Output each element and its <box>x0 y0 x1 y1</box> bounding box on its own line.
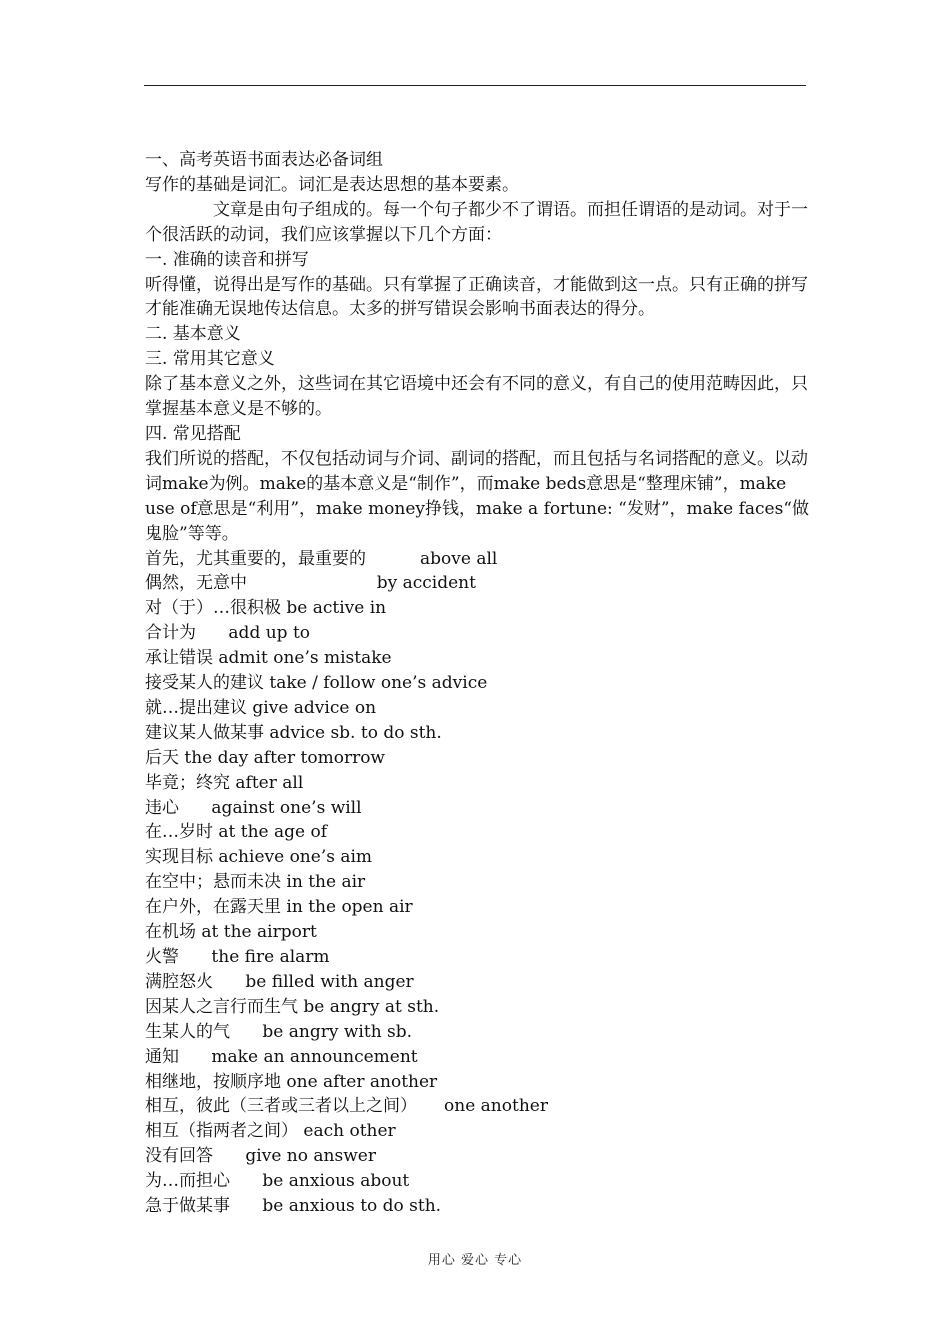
phrase-entry: 生某人的气 be angry with sb. <box>145 1021 413 1042</box>
paragraph: 我们所说的搭配，不仅包括动词与介词、副词的搭配，而且包括与名词搭配的意义。以动词make为例。make的基本意义是“制作”，而make beds意思是“整理床铺”，make use of意思是“利用”，make money挣钱，make a fortune: “发财”，make faces“做鬼脸”等等。 <box>145 448 809 544</box>
phrase-entry: 满腔怒火 be filled with anger <box>145 971 414 992</box>
phrase-entry: 火警 the fire alarm <box>145 947 330 967</box>
subheading: 一. 准确的读音和拼写 <box>145 249 309 270</box>
phrase-entry: 承让错误 admit one’s mistake <box>145 648 392 669</box>
header-rule <box>144 85 806 86</box>
paragraph: 文章是由句子组成的。每一个句子都少不了谓语。而担任谓语的是动词。对于一个很活跃的动词，我们应该掌握以下几个方面： <box>145 199 808 245</box>
phrase-entry: 为…而担心 be anxious about <box>145 1171 410 1192</box>
subheading: 二. 基本意义 <box>145 324 241 345</box>
phrase-entry: 首先，尤其重要的，最重要的 above all <box>145 548 498 569</box>
phrase-entry: 在户外，在露天里 in the open air <box>145 897 413 918</box>
phrase-entry: 违心 against one’s will <box>145 797 362 818</box>
paragraph: 写作的基础是词汇。词汇是表达思想的基本要素。 <box>145 174 519 195</box>
page-footer: 用心 爱心 专心 <box>427 1253 523 1268</box>
subheading: 四. 常见搭配 <box>145 423 241 444</box>
subheading: 三. 常用其它意义 <box>145 349 275 370</box>
phrase-entry: 在机场 at the airport <box>145 922 317 943</box>
phrase-entry: 实现目标 achieve one’s aim <box>145 847 373 868</box>
phrase-entry: 对（于）…很积极 be active in <box>145 598 387 619</box>
phrase-entry: 就…提出建议 give advice on <box>145 697 377 718</box>
phrase-entry: 相继地，按顺序地 one after another <box>145 1071 438 1092</box>
phrase-entry: 后天 the day after tomorrow <box>145 747 385 768</box>
paragraph: 除了基本意义之外，这些词在其它语境中还会有不同的意义，有自己的使用范畴因此，只掌握基本意义是不够的。 <box>145 374 808 420</box>
phrase-entry: 相互，彼此（三者或三者以上之间） one another <box>145 1096 548 1117</box>
phrase-entry: 建议某人做某事 advice sb. to do sth. <box>145 722 442 743</box>
phrase-entry: 没有回答 give no answer <box>145 1146 376 1167</box>
phrase-entry: 急于做某事 be anxious to do sth. <box>145 1196 442 1217</box>
phrase-entry: 接受某人的建议 take / follow one’s advice <box>145 673 488 694</box>
phrase-entry: 合计为 add up to <box>145 623 311 644</box>
phrase-entry: 因某人之言行而生气 be angry at sth. <box>145 996 440 1017</box>
paragraph: 听得懂，说得出是写作的基础。只有掌握了正确读音，才能做到这一点。只有正确的拼写才能准确无误地传达信息。太多的拼写错误会影响书面表达的得分。 <box>145 274 808 320</box>
phrase-entry: 毕竟；终究 after all <box>145 772 304 793</box>
phrase-entry: 在…岁时 at the age of <box>145 822 328 843</box>
phrase-entry: 通知 make an announcement <box>145 1046 418 1067</box>
phrase-entry: 在空中；悬而未决 in the air <box>145 872 366 893</box>
document-body <box>145 148 809 1219</box>
phrase-list <box>145 547 809 1219</box>
section-title: 一、高考英语书面表达必备词组 <box>145 150 383 170</box>
phrase-entry: 偶然，无意中 by accident <box>145 573 476 594</box>
phrase-entry: 相互（指两者之间） each other <box>145 1121 396 1142</box>
